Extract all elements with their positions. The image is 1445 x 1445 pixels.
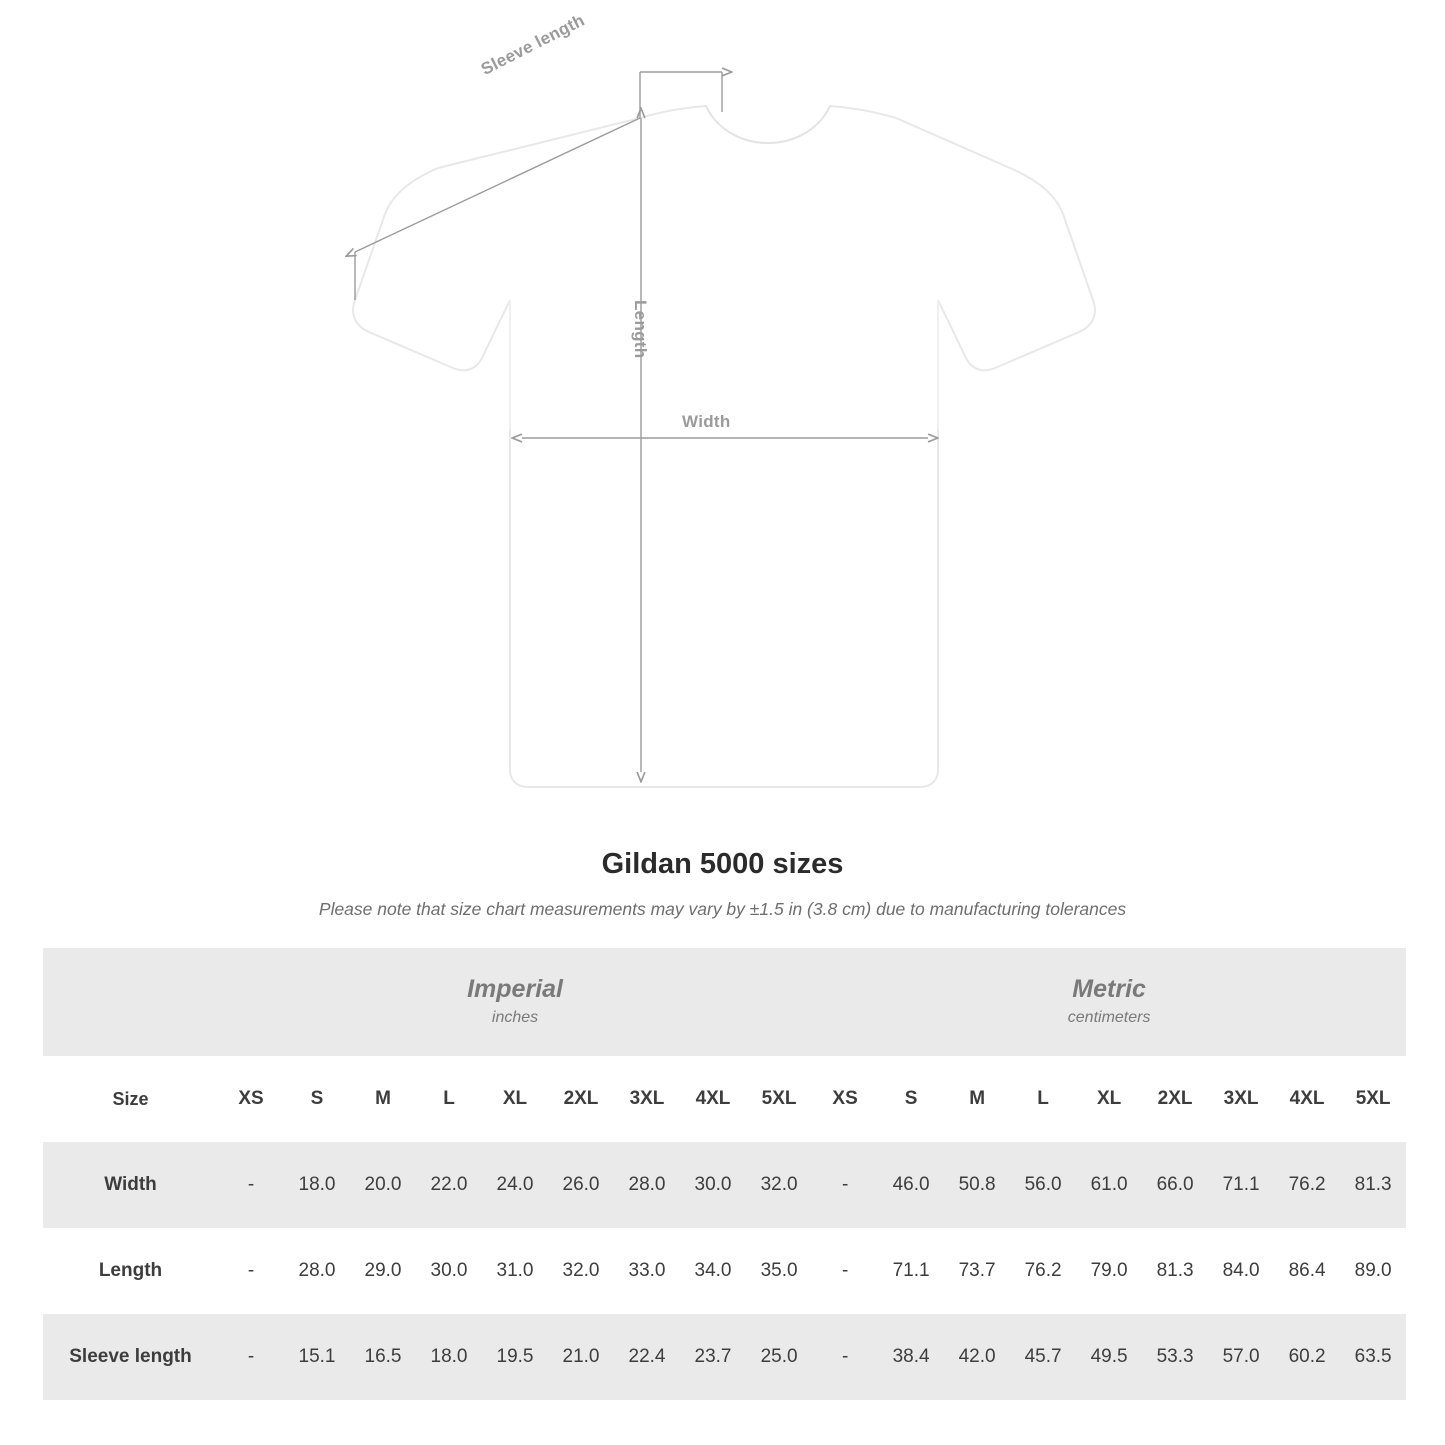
cell-length-imperial-xl: 31.0 <box>482 1228 548 1314</box>
cell-sleeve-metric-m: 42.0 <box>944 1314 1010 1400</box>
size-table-wrapper <box>0 948 1445 1400</box>
row-label-sleeve-length: Sleeve length <box>43 1314 218 1400</box>
cell-length-imperial-5xl: 35.0 <box>746 1228 812 1314</box>
cell-sleeve-metric-5xl: 63.5 <box>1340 1314 1406 1400</box>
cell-width-imperial-3xl: 28.0 <box>614 1142 680 1228</box>
cell-sleeve-metric-xs: - <box>812 1314 878 1400</box>
cell-sleeve-imperial-s: 15.1 <box>284 1314 350 1400</box>
size-header-metric-3xl: 3XL <box>1208 1056 1274 1142</box>
title-block <box>0 848 1445 920</box>
cell-length-metric-xl: 79.0 <box>1076 1228 1142 1314</box>
cell-length-imperial-xs: - <box>218 1228 284 1314</box>
cell-sleeve-metric-2xl: 53.3 <box>1142 1314 1208 1400</box>
cell-sleeve-imperial-5xl: 25.0 <box>746 1314 812 1400</box>
size-header-imperial-xl: XL <box>482 1056 548 1142</box>
cell-sleeve-metric-l: 45.7 <box>1010 1314 1076 1400</box>
imperial-unit-cell <box>218 948 812 1056</box>
size-header-imperial-3xl: 3XL <box>614 1056 680 1142</box>
cell-width-imperial-xs: - <box>218 1142 284 1228</box>
unit-corner-cell <box>43 948 218 1056</box>
length-label: Length <box>631 300 650 359</box>
size-header-metric-5xl: 5XL <box>1340 1056 1406 1142</box>
cell-sleeve-metric-3xl: 57.0 <box>1208 1314 1274 1400</box>
cell-length-metric-xs: - <box>812 1228 878 1314</box>
size-header-imperial-m: M <box>350 1056 416 1142</box>
size-header-imperial-4xl: 4XL <box>680 1056 746 1142</box>
cell-length-metric-m: 73.7 <box>944 1228 1010 1314</box>
cell-length-metric-5xl: 89.0 <box>1340 1228 1406 1314</box>
size-header-metric-l: L <box>1010 1056 1076 1142</box>
unit-header-row <box>43 948 1406 1056</box>
metric-unit-cell <box>812 948 1406 1056</box>
tolerance-note: Please note that size chart measurements may vary by ±1.5 in (3.8 cm) due to manufacturing tolerances <box>318 899 1127 919</box>
size-header-metric-xl: XL <box>1076 1056 1142 1142</box>
cell-length-imperial-s: 28.0 <box>284 1228 350 1314</box>
table-row <box>43 1228 1406 1314</box>
metric-unit-sub: centimeters <box>1067 1008 1151 1026</box>
cell-length-imperial-3xl: 33.0 <box>614 1228 680 1314</box>
cell-width-metric-4xl: 76.2 <box>1274 1142 1340 1228</box>
cell-width-metric-l: 56.0 <box>1010 1142 1076 1228</box>
cell-sleeve-imperial-xs: - <box>218 1314 284 1400</box>
table-row <box>43 1142 1406 1228</box>
cell-width-imperial-l: 22.0 <box>416 1142 482 1228</box>
cell-width-imperial-m: 20.0 <box>350 1142 416 1228</box>
cell-width-imperial-5xl: 32.0 <box>746 1142 812 1228</box>
sleeve-length-label: Sleeve length <box>478 10 588 79</box>
table-row <box>43 1314 1406 1400</box>
size-header-imperial-l: L <box>416 1056 482 1142</box>
cell-width-metric-s: 46.0 <box>878 1142 944 1228</box>
cell-width-imperial-xl: 24.0 <box>482 1142 548 1228</box>
imperial-unit-sub: inches <box>491 1008 539 1026</box>
cell-sleeve-imperial-m: 16.5 <box>350 1314 416 1400</box>
cell-length-imperial-2xl: 32.0 <box>548 1228 614 1314</box>
cell-length-metric-4xl: 86.4 <box>1274 1228 1340 1314</box>
size-header-metric-m: M <box>944 1056 1010 1142</box>
cell-sleeve-imperial-2xl: 21.0 <box>548 1314 614 1400</box>
cell-length-imperial-m: 29.0 <box>350 1228 416 1314</box>
cell-length-metric-3xl: 84.0 <box>1208 1228 1274 1314</box>
cell-sleeve-metric-4xl: 60.2 <box>1274 1314 1340 1400</box>
cell-length-metric-2xl: 81.3 <box>1142 1228 1208 1314</box>
cell-width-metric-2xl: 66.0 <box>1142 1142 1208 1228</box>
cell-width-metric-5xl: 81.3 <box>1340 1142 1406 1228</box>
cell-width-imperial-4xl: 30.0 <box>680 1142 746 1228</box>
cell-width-metric-m: 50.8 <box>944 1142 1010 1228</box>
cell-width-imperial-s: 18.0 <box>284 1142 350 1228</box>
cell-width-metric-xl: 61.0 <box>1076 1142 1142 1228</box>
cell-length-metric-l: 76.2 <box>1010 1228 1076 1314</box>
cell-length-imperial-4xl: 34.0 <box>680 1228 746 1314</box>
cell-sleeve-imperial-l: 18.0 <box>416 1314 482 1400</box>
size-header-metric-s: S <box>878 1056 944 1142</box>
size-header-row <box>43 1056 1406 1142</box>
size-header-imperial-s: S <box>284 1056 350 1142</box>
size-header-metric-4xl: 4XL <box>1274 1056 1340 1142</box>
cell-width-metric-3xl: 71.1 <box>1208 1142 1274 1228</box>
row-label-width: Width <box>43 1142 218 1228</box>
size-header-metric-2xl: 2XL <box>1142 1056 1208 1142</box>
size-header-metric-xs: XS <box>812 1056 878 1142</box>
imperial-unit-name: Imperial <box>467 974 563 1003</box>
size-header-imperial-5xl: 5XL <box>746 1056 812 1142</box>
page-title: Gildan 5000 sizes <box>601 848 844 880</box>
cell-sleeve-imperial-xl: 19.5 <box>482 1314 548 1400</box>
width-label: Width <box>682 412 731 431</box>
size-header-imperial-2xl: 2XL <box>548 1056 614 1142</box>
cell-sleeve-imperial-4xl: 23.7 <box>680 1314 746 1400</box>
cell-sleeve-metric-xl: 49.5 <box>1076 1314 1142 1400</box>
cell-width-imperial-2xl: 26.0 <box>548 1142 614 1228</box>
metric-unit-name: Metric <box>1072 974 1146 1003</box>
tshirt-shape <box>353 106 1095 787</box>
size-header-imperial-xs: XS <box>218 1056 284 1142</box>
cell-length-imperial-l: 30.0 <box>416 1228 482 1314</box>
cell-width-metric-xs: - <box>812 1142 878 1228</box>
cell-sleeve-metric-s: 38.4 <box>878 1314 944 1400</box>
size-corner-label: Size <box>43 1056 218 1142</box>
cell-sleeve-imperial-3xl: 22.4 <box>614 1314 680 1400</box>
row-label-length: Length <box>43 1228 218 1314</box>
size-table <box>43 948 1406 1400</box>
cell-length-metric-s: 71.1 <box>878 1228 944 1314</box>
